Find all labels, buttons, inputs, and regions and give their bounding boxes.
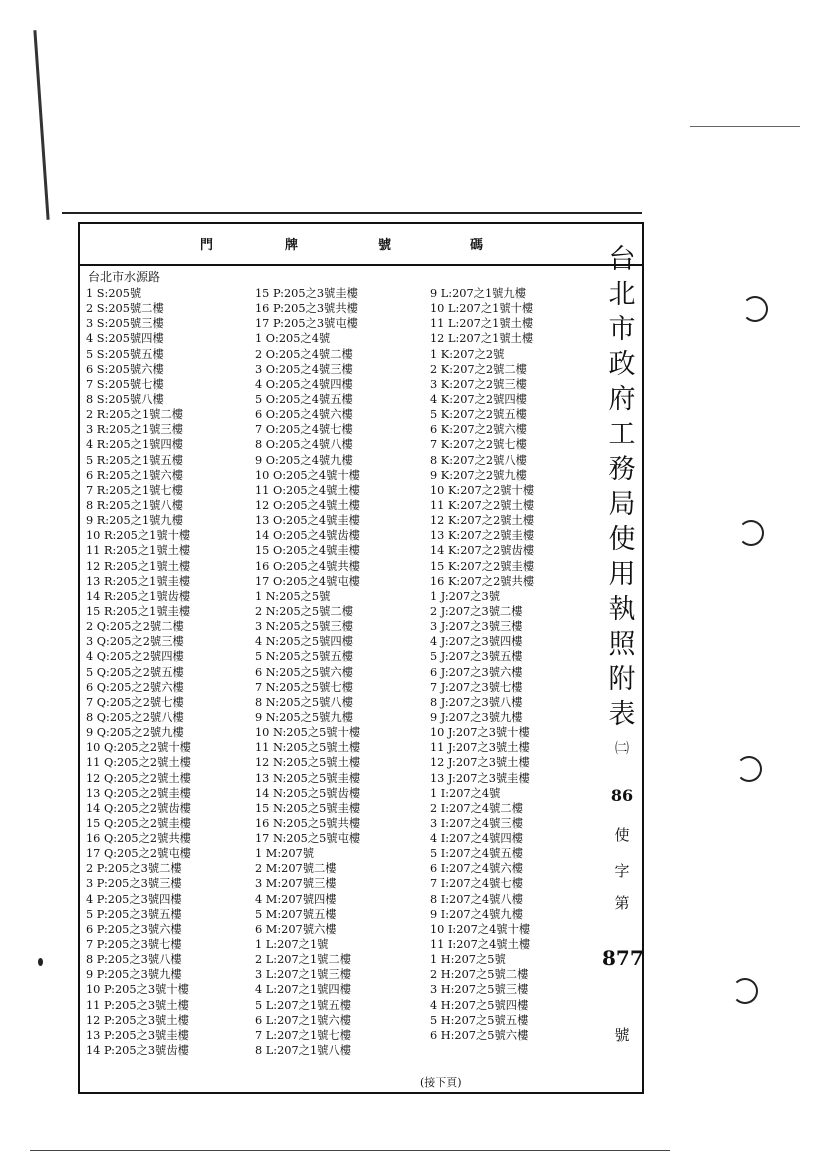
address-entry: 16 K:207之2號共樓 [430,574,535,588]
address-entry: 9 I:207之4號九樓 [430,907,523,921]
address-entry: 12 L:207之1號土樓 [430,332,534,346]
address-column-3 [430,286,534,1043]
address-entry: 2 H:207之5號二樓 [430,968,529,982]
address-entry: 8 O:205之4號八樓 [255,438,353,452]
address-entry: 10 L:207之1號十樓 [430,302,534,316]
address-entry: 10 R:205之1號十樓 [86,529,191,543]
header-char: 碼 [470,238,484,253]
address-entry: 5 N:205之5號五樓 [255,650,354,664]
address-entry: 6 N:205之5號六樓 [255,665,354,679]
address-entry: 3 I:207之4號三樓 [430,816,523,830]
address-entry: 14 K:207之2號齿樓 [430,544,535,558]
scan-edge-line [33,30,49,220]
address-entry: 4 J:207之3號四樓 [430,635,523,649]
ink-mark [38,958,43,966]
address-entry: 2 I:207之4號二樓 [430,801,523,815]
address-entry: 8 Q:205之2號八樓 [86,710,184,724]
address-entry: 12 O:205之4號土樓 [255,498,360,512]
address-table [78,222,644,1094]
address-entry: 1 K:207之2號 [430,347,505,361]
binder-hole [736,756,762,782]
header-char: 門 [200,238,214,253]
address-entry: 2 K:207之2號二樓 [430,362,527,376]
address-entry: 5 I:207之4號五樓 [430,847,523,861]
address-entry: 2 R:205之1號二樓 [86,408,184,422]
side-char: 字 [614,862,630,880]
address-entry: 4 M:207號四樓 [255,892,337,906]
address-entry: 10 J:207之3號十樓 [430,726,530,740]
address-entry: 1 N:205之5號 [255,589,331,603]
address-entry: 7 P:205之3號七樓 [86,938,182,952]
address-entry: 5 R:205之1號五樓 [86,453,184,467]
address-entry: 7 K:207之2號七樓 [430,438,527,452]
address-entry: 15 O:205之4號圭樓 [255,544,360,558]
address-entry: 3 K:207之2號三樓 [430,377,527,391]
address-entry: 6 R:205之1號六樓 [86,468,184,482]
binder-hole [738,520,764,546]
year-number: 86 [610,786,634,805]
title-box [602,222,644,1094]
address-entry: 2 M:207號二樓 [255,862,337,876]
address-entry: 5 L:207之1號五樓 [255,998,352,1012]
address-entry: 15 K:207之2號圭樓 [430,559,535,573]
address-entry: 17 P:205之3號屯樓 [255,317,358,331]
address-entry: 3 O:205之4號三樓 [255,362,353,376]
address-entry: 11 Q:205之2號土樓 [86,756,191,770]
address-entry: 7 S:205號七樓 [86,377,164,391]
address-entry: 1 I:207之4號 [430,786,501,800]
address-entry: 11 I:207之4號土樓 [430,938,531,952]
address-entry: 3 S:205號三樓 [86,317,164,331]
address-entry: 16 P:205之3號共樓 [255,302,358,316]
address-entry: 12 P:205之3號土樓 [86,1013,189,1027]
address-entry: 5 H:207之5號五樓 [430,1013,529,1027]
address-entry: 9 Q:205之2號九樓 [86,726,184,740]
address-entry: 6 I:207之4號六樓 [430,862,523,876]
address-entry: 6 P:205之3號六樓 [86,922,182,936]
address-entry: 16 N:205之5號共樓 [255,816,361,830]
address-entry: 5 O:205之4號五樓 [255,392,353,406]
address-entry: 2 Q:205之2號二樓 [86,620,184,634]
address-entry: 5 M:207號五樓 [255,907,337,921]
title-suffix: ㈡ [615,741,629,757]
address-entry: 12 R:205之1號土樓 [86,559,191,573]
address-entry: 8 K:207之2號八樓 [430,453,527,467]
document-title: 台 北 市 政 府 工 務 局 使 用 執 照 附 表 ㈡ [602,242,642,767]
address-entry: 5 P:205之3號五樓 [86,907,182,921]
address-entry: 5 K:207之2號五樓 [430,408,527,422]
address-entry: 3 P:205之3號三樓 [86,877,182,891]
address-entry: 17 N:205之5號屯樓 [255,832,361,846]
address-entry: 14 P:205之3號齿樓 [86,1044,189,1058]
address-entry: 4 R:205之1號四樓 [86,438,184,452]
address-entry: 13 K:207之2號圭樓 [430,529,535,543]
address-entry: 1 O:205之4號 [255,332,331,346]
address-entry: 9 N:205之5號九樓 [255,710,354,724]
address-entry: 7 O:205之4號七樓 [255,423,353,437]
address-entry: 14 R:205之1號齿樓 [86,589,191,603]
address-entry: 14 O:205之4號齿樓 [255,529,360,543]
address-entry: 11 L:207之1號土樓 [430,317,534,331]
address-entry: 9 O:205之4號九樓 [255,453,353,467]
address-entry: 4 I:207之4號四樓 [430,832,523,846]
address-entry: 15 Q:205之2號圭樓 [86,816,191,830]
address-entry: 13 O:205之4號圭樓 [255,514,360,528]
address-entry: 3 H:207之5號三樓 [430,983,529,997]
address-entry: 12 Q:205之2號土樓 [86,771,191,785]
address-entry: 6 S:205號六樓 [86,362,164,376]
address-entry: 3 M:207號三樓 [255,877,337,891]
address-entry: 10 Q:205之2號十樓 [86,741,191,755]
address-entry: 8 S:205號八樓 [86,392,164,406]
address-entry: 7 Q:205之2號七樓 [86,695,184,709]
address-entry: 12 K:207之2號土樓 [430,514,535,528]
binder-hole [732,978,758,1004]
street-name: 台北市水源路 [88,270,161,284]
address-entry: 6 K:207之2號六樓 [430,423,527,437]
table-header [80,224,642,266]
address-entry: 4 L:207之1號四樓 [255,983,352,997]
address-entry: 1 M:207號 [255,847,315,861]
address-entry: 11 R:205之1號土樓 [86,544,191,558]
scan-edge-line [690,126,800,127]
address-entry: 5 J:207之3號五樓 [430,650,523,664]
side-char: 號 [614,1026,630,1044]
address-entry: 1 H:207之5號 [430,953,506,967]
address-entry: 4 N:205之5號四樓 [255,635,354,649]
address-entry: 2 L:207之1號二樓 [255,953,352,967]
address-entry: 8 R:205之1號八樓 [86,498,184,512]
address-entry: 3 R:205之1號三樓 [86,423,184,437]
address-entry: 7 N:205之5號七樓 [255,680,354,694]
address-entry: 4 O:205之4號四樓 [255,377,353,391]
address-entry: 8 P:205之3號八樓 [86,953,182,967]
page-top-edge [62,212,642,214]
address-entry: 4 Q:205之2號四樓 [86,650,184,664]
address-entry: 1 L:207之1號 [255,938,329,952]
address-entry: 16 O:205之4號共樓 [255,559,360,573]
address-entry: 4 H:207之5號四樓 [430,998,529,1012]
side-char: 第 [614,894,630,912]
address-entry: 8 I:207之4號八樓 [430,892,523,906]
address-entry: 10 P:205之3號十樓 [86,983,189,997]
address-entry: 6 J:207之3號六樓 [430,665,523,679]
address-entry: 2 N:205之5號二樓 [255,604,354,618]
address-entry: 11 P:205之3號土樓 [86,998,189,1012]
address-entry: 17 O:205之4號屯樓 [255,574,360,588]
address-entry: 9 K:207之2號九樓 [430,468,527,482]
address-entry: 11 J:207之3號土樓 [430,741,530,755]
scan-edge-line [30,1150,670,1151]
address-entry: 14 N:205之5號齿樓 [255,786,361,800]
address-entry: 7 R:205之1號七樓 [86,483,184,497]
address-entry: 5 S:205號五樓 [86,347,164,361]
address-entry: 10 I:207之4號十樓 [430,922,531,936]
address-entry: 7 I:207之4號七樓 [430,877,523,891]
address-entry: 5 Q:205之2號五樓 [86,665,184,679]
address-entry: 11 N:205之5號土樓 [255,741,361,755]
address-entry: 6 L:207之1號六樓 [255,1013,352,1027]
permit-number: 877 [602,946,644,970]
continue-note: (接下頁) [420,1076,462,1089]
address-entry: 9 L:207之1號九樓 [430,287,527,300]
address-entry: 3 Q:205之2號三樓 [86,635,184,649]
address-entry: 8 L:207之1號八樓 [255,1044,352,1058]
address-entry: 17 Q:205之2號屯樓 [86,847,191,861]
address-entry: 13 P:205之3號圭樓 [86,1028,189,1042]
address-entry: 11 K:207之2號土樓 [430,498,535,512]
address-entry: 14 Q:205之2號齿樓 [86,801,191,815]
binder-hole [742,296,768,322]
address-column-1 [86,286,191,1058]
side-char: 使 [614,826,630,844]
address-entry: 13 N:205之5號圭樓 [255,771,361,785]
address-entry: 12 J:207之3號土樓 [430,756,530,770]
address-entry: 10 O:205之4號十樓 [255,468,360,482]
address-entry: 16 Q:205之2號共樓 [86,832,191,846]
address-column-2 [255,286,360,1058]
address-entry: 7 J:207之3號七樓 [430,680,523,694]
address-entry: 4 K:207之2號四樓 [430,392,527,406]
address-entry: 15 P:205之3號圭樓 [255,287,358,300]
address-entry: 11 O:205之4號土樓 [255,483,360,497]
address-entry: 12 N:205之5號土樓 [255,756,361,770]
address-entry: 13 R:205之1號圭樓 [86,574,191,588]
address-entry: 6 H:207之5號六樓 [430,1028,529,1042]
address-entry: 7 L:207之1號七樓 [255,1028,352,1042]
address-entry: 8 N:205之5號八樓 [255,695,354,709]
address-entry: 3 J:207之3號三樓 [430,620,523,634]
address-entry: 1 J:207之3號 [430,589,500,603]
address-entry: 9 J:207之3號九樓 [430,710,523,724]
address-entry: 2 S:205號二樓 [86,302,164,316]
address-entry: 6 Q:205之2號六樓 [86,680,184,694]
address-entry: 8 J:207之3號八樓 [430,695,523,709]
address-entry: 2 P:205之3號二樓 [86,862,182,876]
address-entry: 15 N:205之5號圭樓 [255,801,361,815]
address-entry: 13 Q:205之2號圭樓 [86,786,191,800]
address-entry: 2 J:207之3號二樓 [430,604,523,618]
address-entry: 3 N:205之5號三樓 [255,620,354,634]
address-entry: 10 N:205之5號十樓 [255,726,361,740]
address-entry: 6 O:205之4號六樓 [255,408,353,422]
address-entry: 4 P:205之3號四樓 [86,892,182,906]
address-entry: 1 S:205號 [86,287,142,300]
address-entry: 2 O:205之4號二樓 [255,347,353,361]
address-entry: 15 R:205之1號圭樓 [86,604,191,618]
address-entry: 4 S:205號四樓 [86,332,164,346]
address-entry: 3 L:207之1號三樓 [255,968,352,982]
header-char: 牌 [285,238,299,253]
address-entry: 9 P:205之3號九樓 [86,968,182,982]
header-char: 號 [378,238,392,253]
address-entry: 6 M:207號六樓 [255,922,337,936]
address-entry: 10 K:207之2號十樓 [430,483,535,497]
address-entry: 9 R:205之1號九樓 [86,514,184,528]
address-entry: 13 J:207之3號圭樓 [430,771,530,785]
